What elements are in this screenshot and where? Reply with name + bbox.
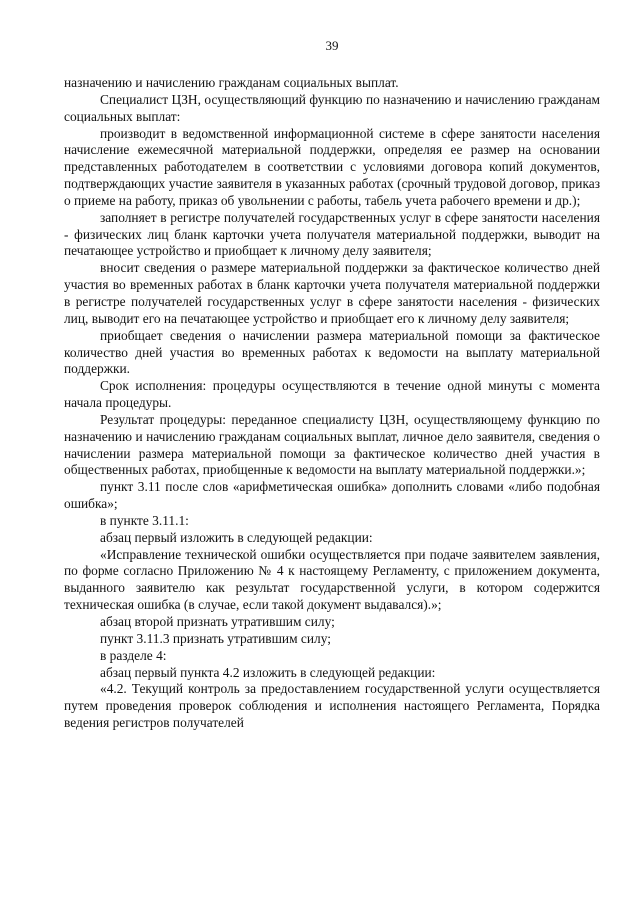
paragraph: абзац первый пункта 4.2 изложить в следующей редакции: <box>100 664 436 680</box>
paragraph: приобщает сведения о начислении размера материальной помощи за фактическое количество дней участия во временных работах к ведомости на выплату материальной поддержки. <box>64 327 600 377</box>
paragraph: Специалист ЦЗН, осуществляющий функцию по назначению и начислению гражданам социальных выплат: <box>64 91 600 124</box>
paragraph: абзац первый изложить в следующей редакции: <box>100 529 373 545</box>
paragraph: пункт 3.11 после слов «арифметическая ошибка» дополнить словами «либо подобная ошибка»; <box>64 479 600 512</box>
document-body <box>64 75 600 732</box>
paragraph: абзац второй признать утратившим силу; <box>100 614 335 629</box>
paragraph: вносит сведения о размере материальной поддержки за фактическое количество дней участия во временных работах в бланк карточки учета получателя материальной поддержки в регистре получателей государственных услуг в сфере занятости населения - физических лиц, выводит его на печатающее устройство и приобщает его к личному делу заявителя; <box>64 260 600 326</box>
paragraph: в разделе 4: <box>100 647 167 663</box>
paragraph: Результат процедуры: переданное специалисту ЦЗН, осуществляющему функцию по назначению и начислению гражданам социальных выплат, личное дело заявителя, сведения о начислении размера материальной помощи за фактическое количество дней участия в общественных работах, приобщенные к ведомости на выплату материальной поддержки.»; <box>64 411 600 478</box>
paragraph: пункт 3.11.3 признать утратившим силу; <box>100 630 331 646</box>
paragraph: Срок исполнения: процедуры осуществляются в течение одной минуты с момента начала процедуры. <box>64 378 600 411</box>
paragraph: в пункте 3.11.1: <box>100 512 189 528</box>
paragraph: назначению и начислению гражданам социальных выплат. <box>64 75 399 90</box>
paragraph: «4.2. Текущий контроль за предоставлением государственной услуги осуществляется путем проведения проверок соблюдения и исполнения настоящего Регламента, Порядка ведения регистров получателей <box>64 681 600 731</box>
page-number: 39 <box>325 38 339 53</box>
paragraph: производит в ведомственной информационной системе в сфере занятости населения начисление ежемесячной материальной поддержки, определяя ее размер на основании представленных работодателем в соответствии с условиями договора копий документов, подтверждающих участие заявителя в указанных работах (срочный трудовой договор, приказ о приеме на работу, приказ об увольнении с работы, табель учета рабочего времени и др.); <box>64 125 600 208</box>
paragraph: «Исправление технической ошибки осуществляется при подаче заявителем заявления, по форме согласно Приложению № 4 к настоящему Регламенту, с приложением документа, выданного заявителю как результат государственной услуги, в котором содержится техническая ошибка (в случае, если такой документ выдавался).»; <box>64 546 600 613</box>
paragraph: заполняет в регистре получателей государственных услуг в сфере занятости населения - физических лиц бланк карточки учета получателя материальной поддержки, выводит на печатающее устройство и приобщает к личному делу заявителя; <box>64 209 600 259</box>
